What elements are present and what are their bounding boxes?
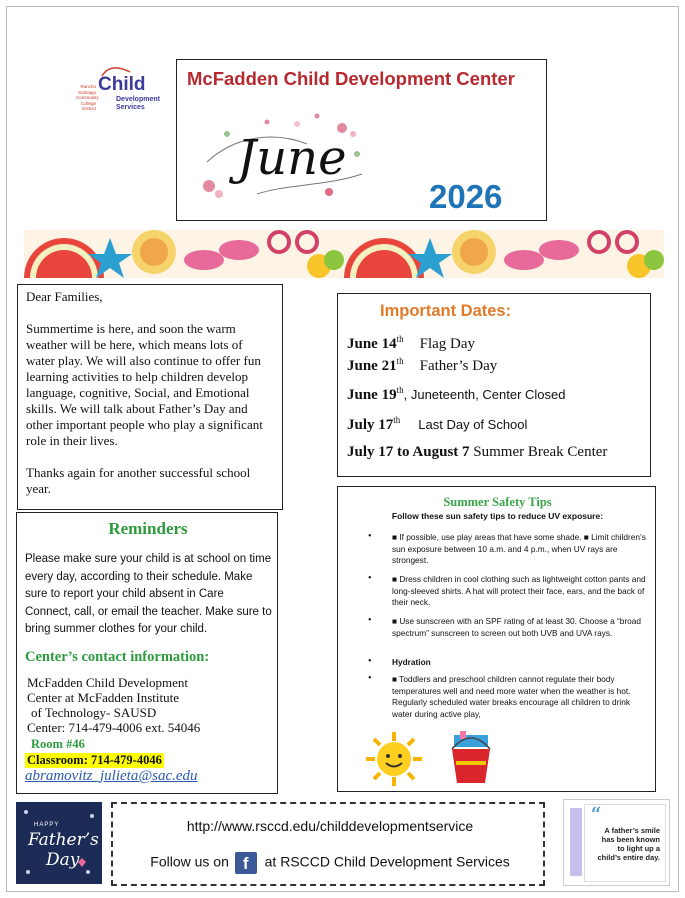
safety-subheading: Follow these sun safety tips to reduce UV exposure: <box>391 511 604 521</box>
june-flower-art <box>197 104 367 208</box>
date-row: June 19th, Juneteenth, Center Closed <box>347 385 566 403</box>
reminders-body: Please make sure your child is at school on time every day, according to their schedule. Make sure to report your child absent in Care Connect, call, or email the teacher. Make sure to bring summer clothes for your child. <box>25 553 272 635</box>
important-dates-box <box>337 293 651 477</box>
fday-happy: HAPPY <box>34 822 60 828</box>
safety-tip: ■ Use sunscreen with an SPF rating of at least 30. Choose a “broad spectrum” sunscreen to screen out both UVB and UVA rays. <box>392 616 641 638</box>
letter-closing: Thanks again for another successful school year. <box>26 465 251 496</box>
room-number: Room #46 <box>31 737 85 751</box>
logo-district-text: Rancho Santiago Community College District <box>76 84 99 111</box>
logo-subtitle: Development Services <box>116 96 160 111</box>
website-link[interactable]: http://www.rsccd.edu/childdevelopmentservice <box>186 818 474 834</box>
follow-prefix: Follow us on <box>150 853 229 870</box>
year-text: 2026 <box>429 178 503 215</box>
contact-lines: McFadden Child Development Center at McFadden Institute of Technology- SAUSD Center: 714-479-4006 ext. 54046 <box>27 675 201 735</box>
safety-heading: Summer Safety Tips <box>443 495 552 509</box>
date-row: July 17 to August 7 Summer Break Center <box>347 444 608 460</box>
sand-bucket-icon <box>446 731 496 785</box>
logo-child-word: Child <box>98 74 146 95</box>
letter-body: Summertime is here, and soon the warm weather will be here, which means lots of water play. We will also continue to offer fun learning activities to help children develop language, cognitive, Social, and Emotional skills. We will talk about Father’s Day and other important people who play a significant role in their lives. <box>26 321 263 448</box>
quote-text: A father’s smile has been known to light up a child’s entire day. <box>597 826 660 862</box>
important-dates-heading: Important Dates: <box>380 302 512 320</box>
reminders-heading: Reminders <box>108 519 188 538</box>
date-row: June 21th Father’s Day <box>347 356 498 374</box>
quote-mark-icon: “ <box>590 804 602 829</box>
sun-icon <box>365 731 423 787</box>
date-row: June 14th Flag Day <box>347 334 476 352</box>
facebook-icon[interactable]: f <box>235 852 257 874</box>
summer-items-icon <box>24 230 664 278</box>
contact-heading: Center’s contact information: <box>25 649 210 665</box>
safety-tip: ■ If possible, use play areas that have some shade. ■ Limit children’s sun exposure between 10 a.m. and 4 p.m., when UV rays are strongest. <box>392 532 646 565</box>
letter-box <box>17 284 283 510</box>
safety-tip: ■ Dress children in cool clothing such as lightweight cotton pants and long-sleeved shirts. A hat will protect their face, ears, and the back of their neck. <box>392 574 646 607</box>
quote-card <box>563 799 670 886</box>
safety-tip: ■ Toddlers and preschool children cannot regulate their body temperatures well and need more water when the weather is hot. Regularly scheduled water breaks encourage all children to drink water during active play, <box>392 674 631 719</box>
quote-accent-bar <box>570 808 582 876</box>
follow-line <box>113 852 547 874</box>
bullet-icon: • <box>368 573 372 584</box>
bullet-icon: • <box>368 615 372 626</box>
follow-suffix[interactable]: at RSCCD Child Development Services <box>264 853 510 870</box>
classroom-phone: Classroom: 714-479-4046 <box>27 753 162 767</box>
bullet-icon: • <box>368 673 372 684</box>
safety-tips-box <box>337 486 656 792</box>
fathers-day-card <box>16 802 102 884</box>
fday-fathers: Father’s <box>28 830 99 850</box>
center-title: McFadden Child Development Center <box>187 68 515 89</box>
header-box <box>176 59 547 221</box>
footer-links-box <box>111 802 545 886</box>
bullet-icon: • <box>368 656 372 667</box>
safety-tip-hydration: Hydration <box>392 657 431 667</box>
summer-banner <box>24 230 664 278</box>
teacher-email-link[interactable]: abramovitz_julieta@sac.edu <box>25 768 198 784</box>
bullet-icon: • <box>368 531 372 542</box>
fday-day: Day <box>46 850 80 870</box>
child-development-logo <box>76 66 160 118</box>
reminders-box <box>16 512 278 794</box>
june-script-text: June <box>237 130 347 186</box>
date-row: July 17th Last Day of School <box>347 415 528 433</box>
letter-greeting: Dear Families, <box>26 289 103 304</box>
